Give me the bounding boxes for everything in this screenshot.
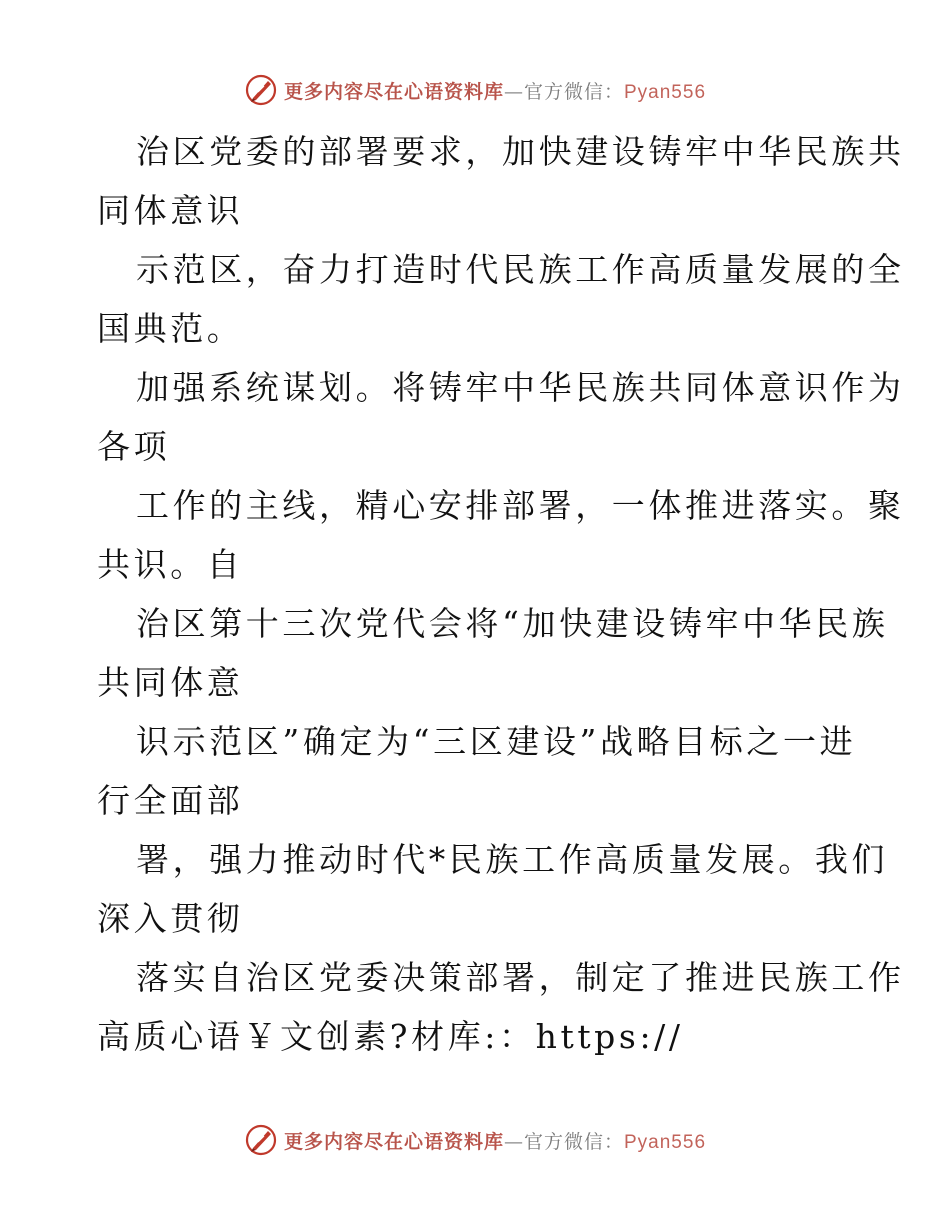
banner-wechat-label: 官方微信： <box>523 80 624 103</box>
paragraph-line: 署，强力推动时代*民族工作高质量发展。我们 <box>136 840 889 879</box>
banner-separator: — <box>503 1130 524 1153</box>
footer-banner-text <box>284 1127 706 1154</box>
document-body <box>97 122 905 1066</box>
paragraph <box>97 712 857 830</box>
paragraph <box>97 948 905 1066</box>
paragraph-line: 共同体意 <box>97 663 244 702</box>
paragraph-line: 工作的主线，精心安排部署，一体推进落实。聚 <box>136 486 905 525</box>
paragraph-line: 同体意识 <box>97 191 244 230</box>
banner-separator: — <box>503 80 524 103</box>
banner-wechat-id: Pyan556 <box>624 81 707 103</box>
paragraph-line: 治区第十三次党代会将“加快建设铸牢中华民族 <box>136 604 889 643</box>
paragraph <box>97 594 889 712</box>
banner-wechat-label: 官方微信： <box>523 1130 624 1153</box>
paragraph-line: 行全面部 <box>97 781 244 820</box>
paragraph-line: 各项 <box>97 427 171 466</box>
paragraph <box>97 358 905 476</box>
paragraph-line: 落实自治区党委决策部署，制定了推进民族工作 <box>136 958 905 997</box>
paragraph-line: 治区党委的部署要求，加快建设铸牢中华民族共 <box>136 132 905 171</box>
banner-prefix: 更多内容尽在心语资料库 <box>283 1130 504 1153</box>
header-banner <box>0 70 950 110</box>
quill-pen-logo-icon <box>244 1123 278 1157</box>
paragraph-line: 深入贯彻 <box>97 899 244 938</box>
quill-pen-logo-icon <box>244 73 278 107</box>
paragraph-line: 示范区，奋力打造时代民族工作高质量发展的全 <box>136 250 905 289</box>
paragraph-line: 共识。自 <box>97 545 244 584</box>
banner-prefix: 更多内容尽在心语资料库 <box>283 80 504 103</box>
paragraph <box>97 830 889 948</box>
paragraph <box>97 476 905 594</box>
paragraph-line: 加强系统谋划。将铸牢中华民族共同体意识作为 <box>136 368 905 407</box>
banner-wechat-id: Pyan556 <box>624 1131 707 1153</box>
paragraph <box>97 122 905 240</box>
header-banner-text <box>284 77 706 104</box>
footer-banner <box>0 1120 950 1160</box>
paragraph-line: 高质心语￥文创素?材库:：https:// <box>97 1017 684 1056</box>
paragraph <box>97 240 905 358</box>
paragraph-line: 识示范区”确定为“三区建设”战略目标之一进 <box>136 722 857 761</box>
paragraph-line: 国典范。 <box>97 309 244 348</box>
